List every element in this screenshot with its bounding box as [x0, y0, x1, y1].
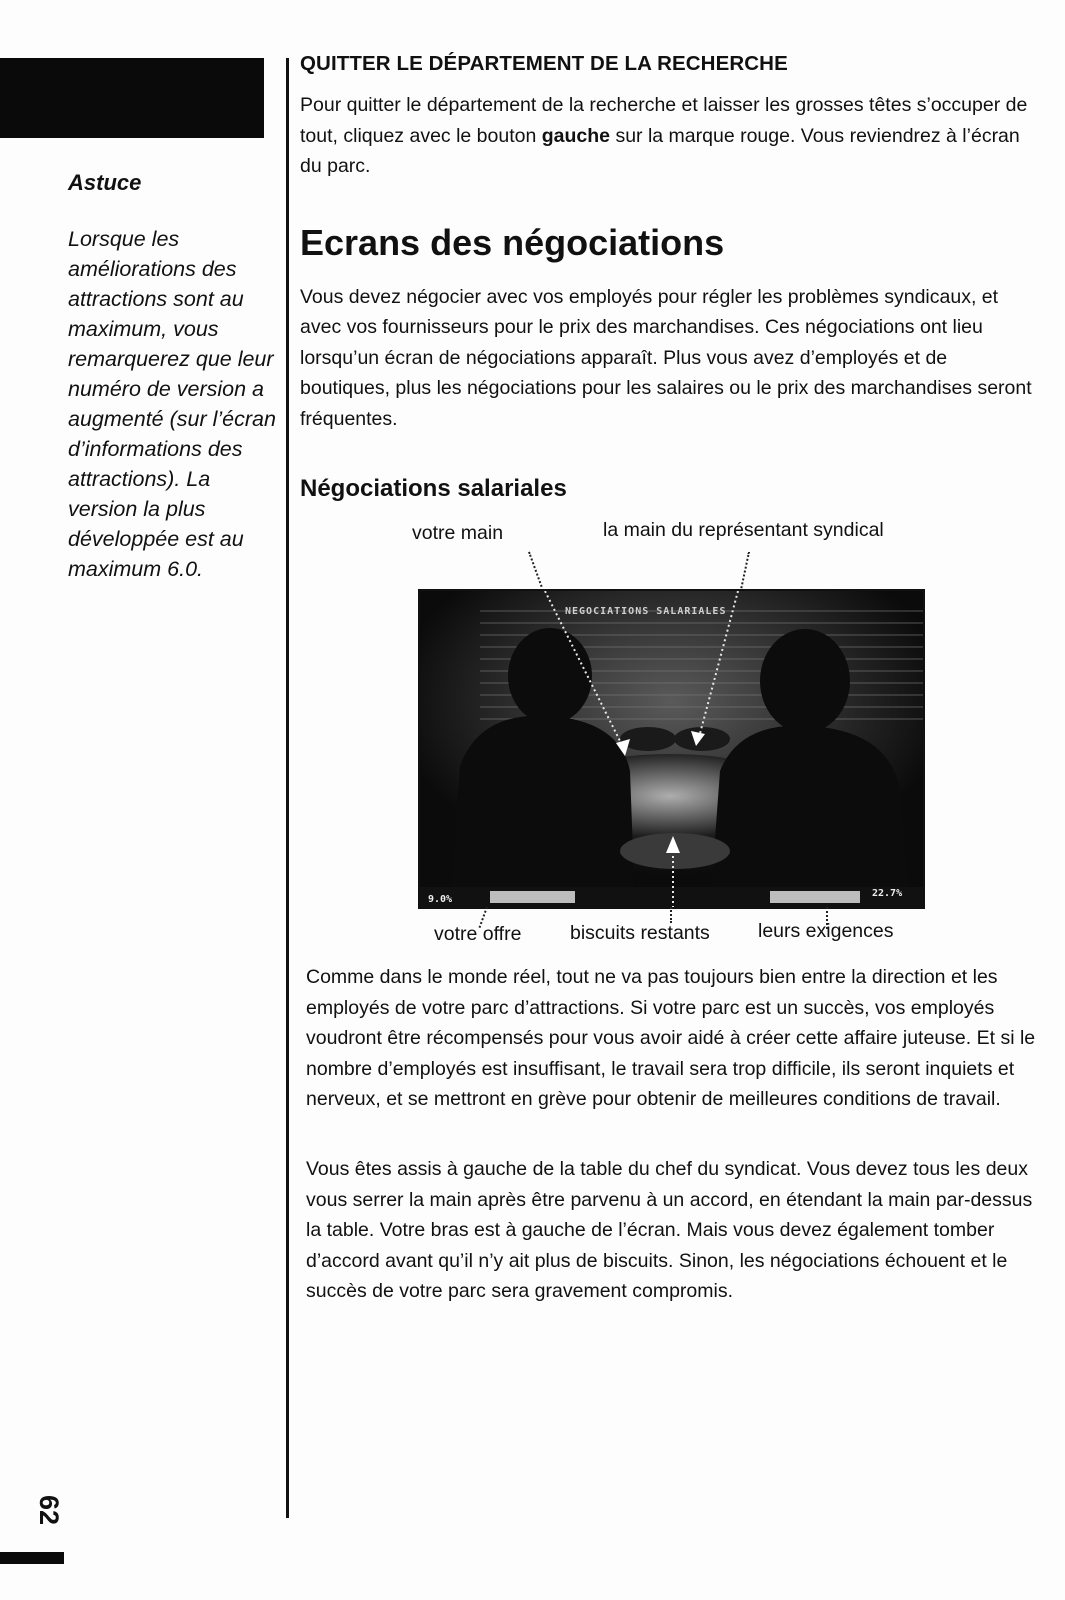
tip-title: Astuce [68, 170, 142, 195]
label-your-offer: votre offre [434, 923, 522, 945]
quit-research-text-1: Pour quitter le département de la recherche et laisser les grosses têtes s’occuper de tout, cliquez avec le bouton [300, 94, 1028, 147]
salary-paragraph-1 [306, 962, 1040, 1115]
label-demands: leurs exigences [758, 920, 894, 942]
label-your-hand: votre main [412, 522, 504, 544]
offer-value: 9.0% [428, 894, 453, 905]
leader-demands [826, 907, 828, 929]
main-column [300, 52, 1042, 434]
negotiation-screens-title: Ecrans des négociations [300, 221, 725, 263]
footer-black-bar [0, 1552, 64, 1564]
negotiation-screenshot [418, 589, 925, 909]
header-black-bar [0, 58, 264, 138]
demand-bar [770, 891, 860, 903]
quit-research-text-2: sur la marque rouge. Vous reviendrez à l’écran du parc. [300, 124, 1020, 177]
salary-negotiations-heading: Négociations salariales [300, 475, 567, 502]
label-biscuits: biscuits restants [570, 922, 710, 944]
negotiation-scene [420, 591, 923, 907]
label-rep-hand: la main du représentant syndical [603, 519, 884, 541]
screen-title: NEGOCIATIONS SALARIALES [565, 606, 727, 617]
offer-bar [490, 891, 575, 903]
salary-paragraph-2 [306, 1154, 1040, 1307]
leader-biscuits [670, 907, 672, 923]
section-heading-quit-research: QUITTER LE DÉPARTEMENT DE LA RECHERCHE [300, 52, 788, 75]
quit-research-bold: gauche [541, 124, 611, 147]
demand-value: 22.7% [872, 888, 903, 899]
quit-research-paragraph [300, 90, 1042, 182]
tip-sidebar [68, 170, 278, 584]
page-number: 62 [34, 1494, 65, 1526]
column-divider [286, 58, 289, 1518]
tip-body: Lorsque les améliorations des attractions sont au maximum, vous remarquerez que leur numéro de version a augmenté (sur l’écran d’informations des attractions). La version la plus développée est au maximum 6.0. [68, 227, 276, 581]
leader-rep-hand [740, 552, 750, 589]
salary-paragraph-1-text: Comme dans le monde réel, tout ne va pas toujours bien entre la direction et les employés de votre parc d’attractions. Si votre parc est un succès, vos employés voudront être récompensés pour vous avoir aidé à créer cette affaire juteuse. Et si le nombre d’employés est insuffisant, le travail sera trop difficile, ils seront inquiets et nerveux, et se mettront en grève pour obtenir de meilleures conditions de travail. [306, 966, 1036, 1110]
salary-paragraph-2-text: Vous êtes assis à gauche de la table du chef du syndicat. Vous devez tous les deux vous serrer la main après être parvenu à un accord, en étendant la main par-dessus la table. Votre bras est à gauche de l’écran. Mais vous devez également tomber d’accord avant qu’il n’y ait plus de biscuits. Sinon, les négociations échouent et le succès de votre parc sera gravement compromis. [306, 1158, 1033, 1302]
negotiation-screens-paragraph: Vous devez négocier avec vos employés pour régler les problèmes syndicaux, et avec vos fournisseurs pour le prix des marchandises. Ces négociations ont lieu lorsqu’un écran de négociations apparaît. Plus vous avez d’employés et de boutiques, plus les négociations pour les salaires ou le prix des marchandises seront fréquentes. [300, 285, 1032, 430]
leader-your-hand [528, 552, 543, 587]
